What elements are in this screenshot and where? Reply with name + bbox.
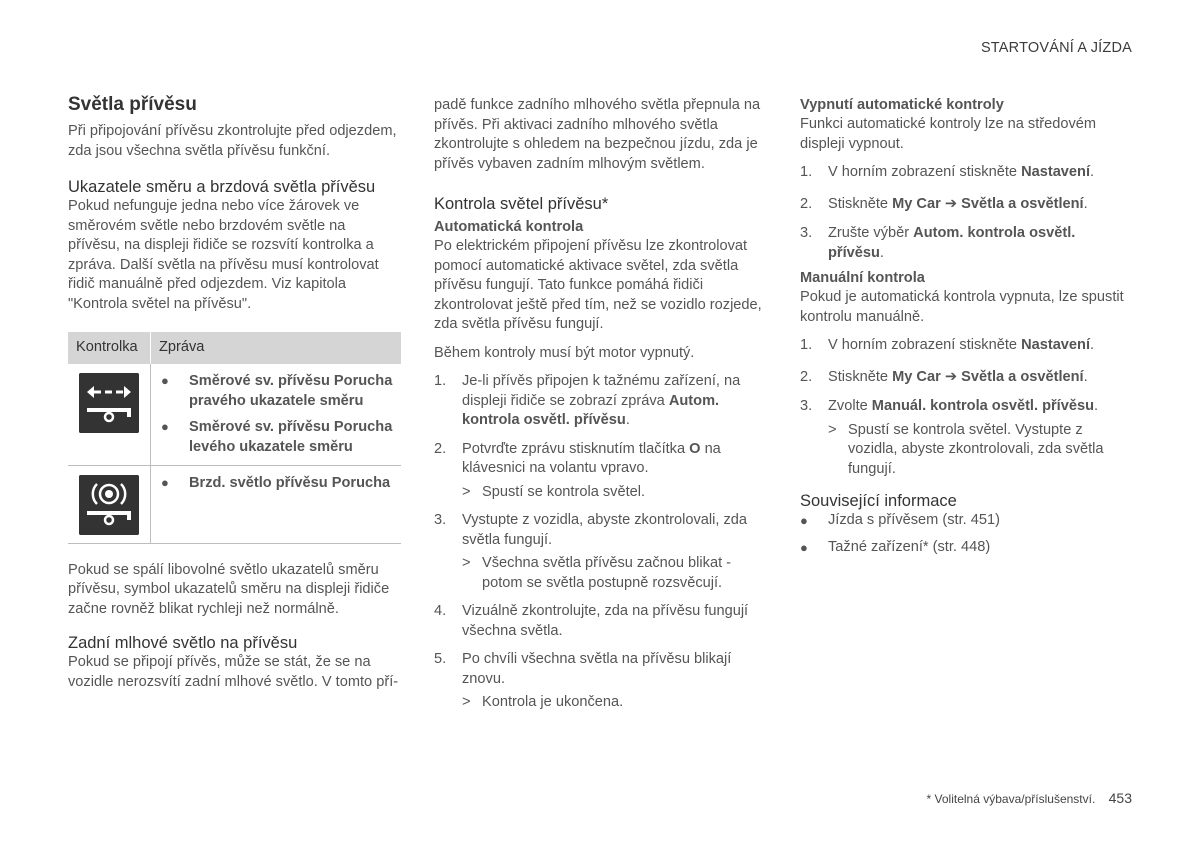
page-number: 453 [1108,790,1132,806]
table-row [68,465,401,543]
engine-paragraph: Během kontroly musí být motor vypnutý. [434,344,695,361]
intro-paragraph: Při připojování přívěsu zkontrolujte před odjezdem, zda jsou všechna světla přívěsu funkční. [68,123,397,159]
step-result: > Spustí se kontrola světel. [462,483,646,500]
column-left [68,94,401,692]
list-item: 3. Vystupte z vozidla, abyste zkontrolovali, zda světla fungují. > Všechna světla přívěsu začnou blikat - potom se světla postupně rozsvěcují. [434,511,766,593]
step-result: > Spustí se kontrola světel. Vystupte z vozidla, abyste zkontrolovali, zda světla fungují. [828,421,1104,477]
related-list [800,511,1132,557]
list-item: 1. V horním zobrazení stiskněte Nastavení. [800,164,1095,180]
indicator-table [68,332,401,544]
off-steps [800,163,1132,263]
indicators-paragraph: Pokud nefunguje jedna nebo více žárovek ve směrovém světle nebo brzdovém světle na přívěsu, na displeji řidiče se rozsvítí kontrolka a zpráva. Další světla na přívěsu musí kontrolovat řidič manuálně před odjezdem. Viz kapitola "Kontrola světel na přívěsu". [68,198,379,312]
heading-auto: Automatická kontrola [434,219,584,235]
bullet: ● [800,539,808,555]
fog-paragraph-continued: padě funkce zadního mlhového světla přepnula na přívěs. Při aktivaci zadního mlhového světla zkontrolujte s ohledem na bezpečnou jízdu, zda je přívěs vybaven zadním mlhovým světlem. [434,97,761,172]
heading-fog: Zadní mlhové světlo na přívěsu [68,634,298,652]
message-item: ● Směrové sv. přívěsu Porucha pravého ukazatele směru [161,372,393,409]
page-title: Světla přívěsu [68,94,197,115]
list-item: 2. Stiskněte My Car ➔ Světla a osvětlení. [800,195,1088,212]
footnote: * Volitelná výbava/příslušenství. [926,792,1096,806]
list-item: 1. V horním zobrazení stiskněte Nastavení. [800,337,1095,353]
list-item: 5. Po chvíli všechna světla na přívěsu blikají znovu. > Kontrola je ukončena. [434,650,766,713]
heading-check: Kontrola světel přívěsu* [434,195,609,213]
heading-auto-off: Vypnutí automatické kontroly [800,97,1004,113]
trailer-direction-indicator-icon [79,373,139,433]
auto-paragraph: Po elektrickém připojení přívěsu lze zkontrolovat pomocí automatické aktivace světel, zda světla přívěsu fungují. Tato funkce pomáhá řidiči zkontrolovat ještě před tím, než se vozidlo rozjede, zda světla přívěsu fungují. [434,238,762,332]
manual-steps [800,336,1132,479]
column-right [800,96,1132,564]
list-item: 2. Potvrďte zprávu stisknutím tlačítka O na klávesnici na volantu vpravo. > Spustí se kontrola světel. [434,440,766,503]
bullet: ● [161,474,169,490]
running-header: STARTOVÁNÍ A JÍZDA [980,40,1132,56]
table-row [68,364,401,466]
page-footer [927,790,1132,806]
blink-paragraph: Pokud se spálí libovolné světlo ukazatelů směru přívěsu, symbol ukazatelů směru na displeji řidiče začne rovněž blikat rychleji než normálně. [68,561,390,617]
heading-related: Související informace [800,492,957,510]
message-item: ● Směrové sv. přívěsu Porucha levého ukazatele směru [161,418,393,455]
related-link[interactable]: ● Jízda s přívěsem (str. 451) [800,511,1132,531]
manual-paragraph: Pokud je automatická kontrola vypnuta, lze spustit kontrolu manuálně. [800,289,1124,325]
list-item: 4. Vizuálně zkontrolujte, zda na přívěsu fungují všechna světla. [434,603,749,639]
auto-off-paragraph: Funkci automatické kontroly lze na středovém displeji vypnout. [800,116,1097,152]
bullet: ● [161,418,169,434]
step-result: > Kontrola je ukončena. [462,694,624,710]
arrow-right-icon: ➔ [944,195,958,212]
list-item: 1. Je-li přívěs připojen k tažnému zařízení, na displeji řidiče se zobrazí zpráva Autom. kontrola osvětl. přívěsu. [434,373,741,428]
message-item: ● Brzd. světlo přívěsu Porucha [161,474,391,491]
check-steps [434,372,766,713]
list-item: 3. Zvolte Manuál. kontrola osvětl. přívěsu. > Spustí se kontrola světel. Vystupte z vozidla, abyste zkontrolovali, zda světla fungují. [800,397,1132,479]
arrow-right-icon: ➔ [944,368,958,385]
bullet: ● [161,372,169,388]
bullet: ● [800,513,808,528]
list-item: 3. Zrušte výběr Autom. kontrola osvětl. přívěsu. [800,225,1076,261]
trailer-brake-light-icon [79,475,139,535]
col-header-indicator: Kontrolka [68,332,151,364]
fog-paragraph: Pokud se připojí přívěs, může se stát, že se na vozidle nerozsvítí zadní mlhové světlo. V tomto pří- [68,654,399,690]
col-header-message: Zpráva [151,332,402,364]
step-result: > Všechna světla přívěsu začnou blikat - potom se světla postupně rozsvěcují. [462,555,732,591]
heading-manual: Manuální kontrola [800,270,925,286]
list-item: 2. Stiskněte My Car ➔ Světla a osvětlení. [800,368,1088,385]
column-middle [434,96,766,713]
related-link[interactable]: ● Tažné zařízení* (str. 448) [800,538,1132,558]
heading-indicators: Ukazatele směru a brzdová světla přívěsu [68,178,376,196]
